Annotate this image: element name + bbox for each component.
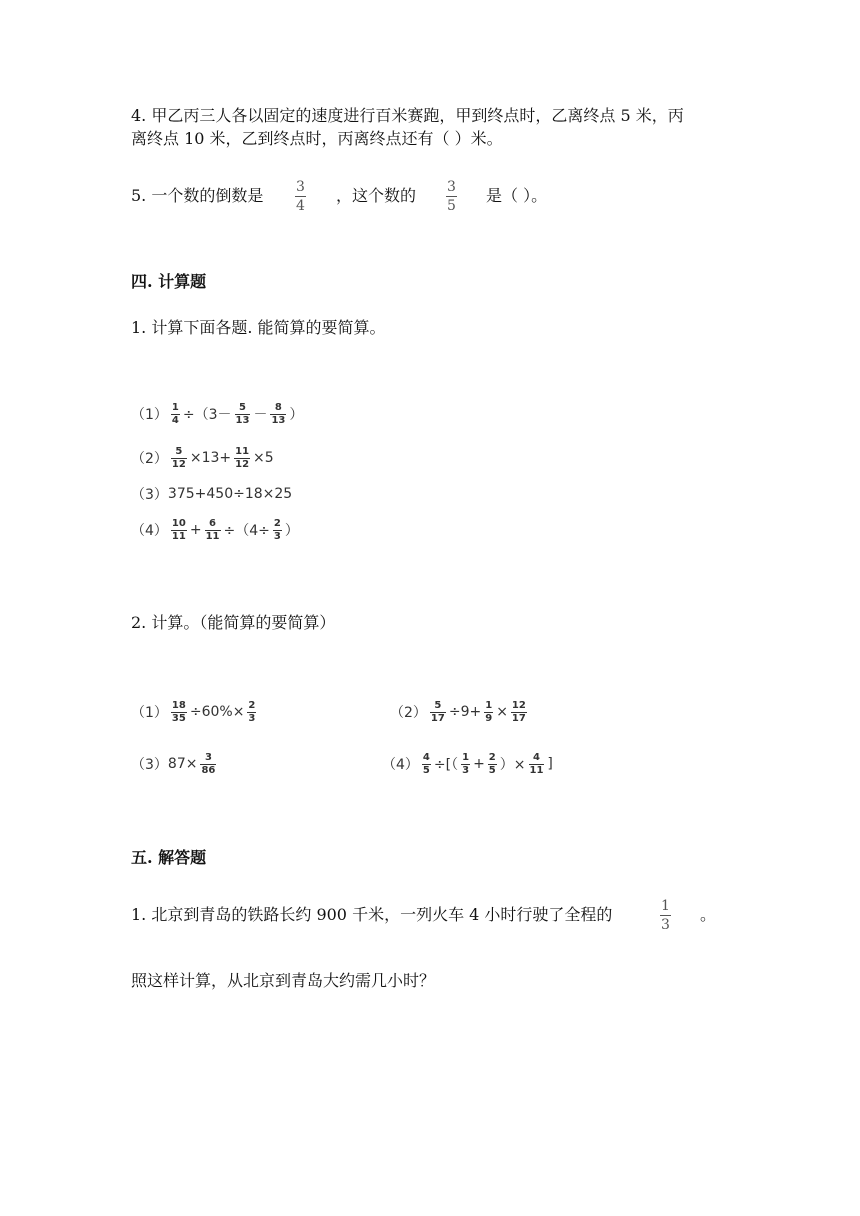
- section-5-q1-fraction: $\frac{1}{3}$: [661, 898, 670, 933]
- calc2-expression-4: （4） $\frac{4}{5}$ ÷[（ $\frac{1}{3}$ + $\frac{2}{5}$ ）× $\frac{4}{11}$ ]: [382, 751, 553, 776]
- calc2-expression-1: （1） $\frac{18}{35}$ ÷60%× $\frac{2}{3}$: [131, 699, 256, 724]
- calc-expression-3: （3） 375+450÷18×25: [131, 486, 293, 503]
- section-5-q1-line-2: 照这样计算，从北京到青岛大约需几小时？: [131, 971, 436, 990]
- section-4-title: 四. 计算题: [131, 272, 207, 291]
- calc2-expression-3: （3） 87× $\frac{3}{86}$: [131, 751, 216, 776]
- calc-expression-1: （1） $\frac{1}{4}$ ÷（3－ $\frac{5}{13}$ － $\frac{8}{13}$ ）: [131, 401, 304, 426]
- section-5-title: 五. 解答题: [131, 848, 207, 867]
- question-5-part-1: 5. 一个数的倒数是: [131, 186, 264, 205]
- question-5-fraction-2: $\frac{3}{5}$: [447, 179, 456, 214]
- question-4-line-1: 4. 甲乙丙三人各以固定的速度进行百米赛跑，甲到终点时，乙离终点 5 米，丙: [131, 106, 684, 125]
- calc-expression-2: （2） $\frac{5}{12}$ ×13+ $\frac{11}{12}$ ×5: [131, 445, 274, 470]
- section-5-q1-part-2: 。: [700, 905, 717, 924]
- section-4-q1-prompt: 1. 计算下面各题. 能简算的要简算。: [131, 318, 386, 337]
- section-4-q2-prompt: 2. 计算。（能简算的要简算）: [131, 613, 336, 632]
- question-5-fraction-1: $\frac{3}{4}$: [296, 179, 305, 214]
- question-5-part-3: 是（ ）。: [486, 186, 548, 205]
- calc-expression-4: （4） $\frac{10}{11}$ + $\frac{6}{11}$ ÷（4÷ $\frac{2}{3}$ ）: [131, 517, 299, 542]
- section-5-q1-part-1: 1. 北京到青岛的铁路长约 900 千米，一列火车 4 小时行驶了全程的: [131, 905, 613, 924]
- calc2-expression-2: （2） $\frac{5}{17}$ ÷9+ $\frac{1}{9}$ × $\frac{12}{17}$: [390, 699, 526, 724]
- question-4-line-2: 离终点 10 米，乙到终点时，丙离终点还有（ ）米。: [131, 129, 503, 148]
- question-5-part-2: ，这个数的: [336, 186, 417, 205]
